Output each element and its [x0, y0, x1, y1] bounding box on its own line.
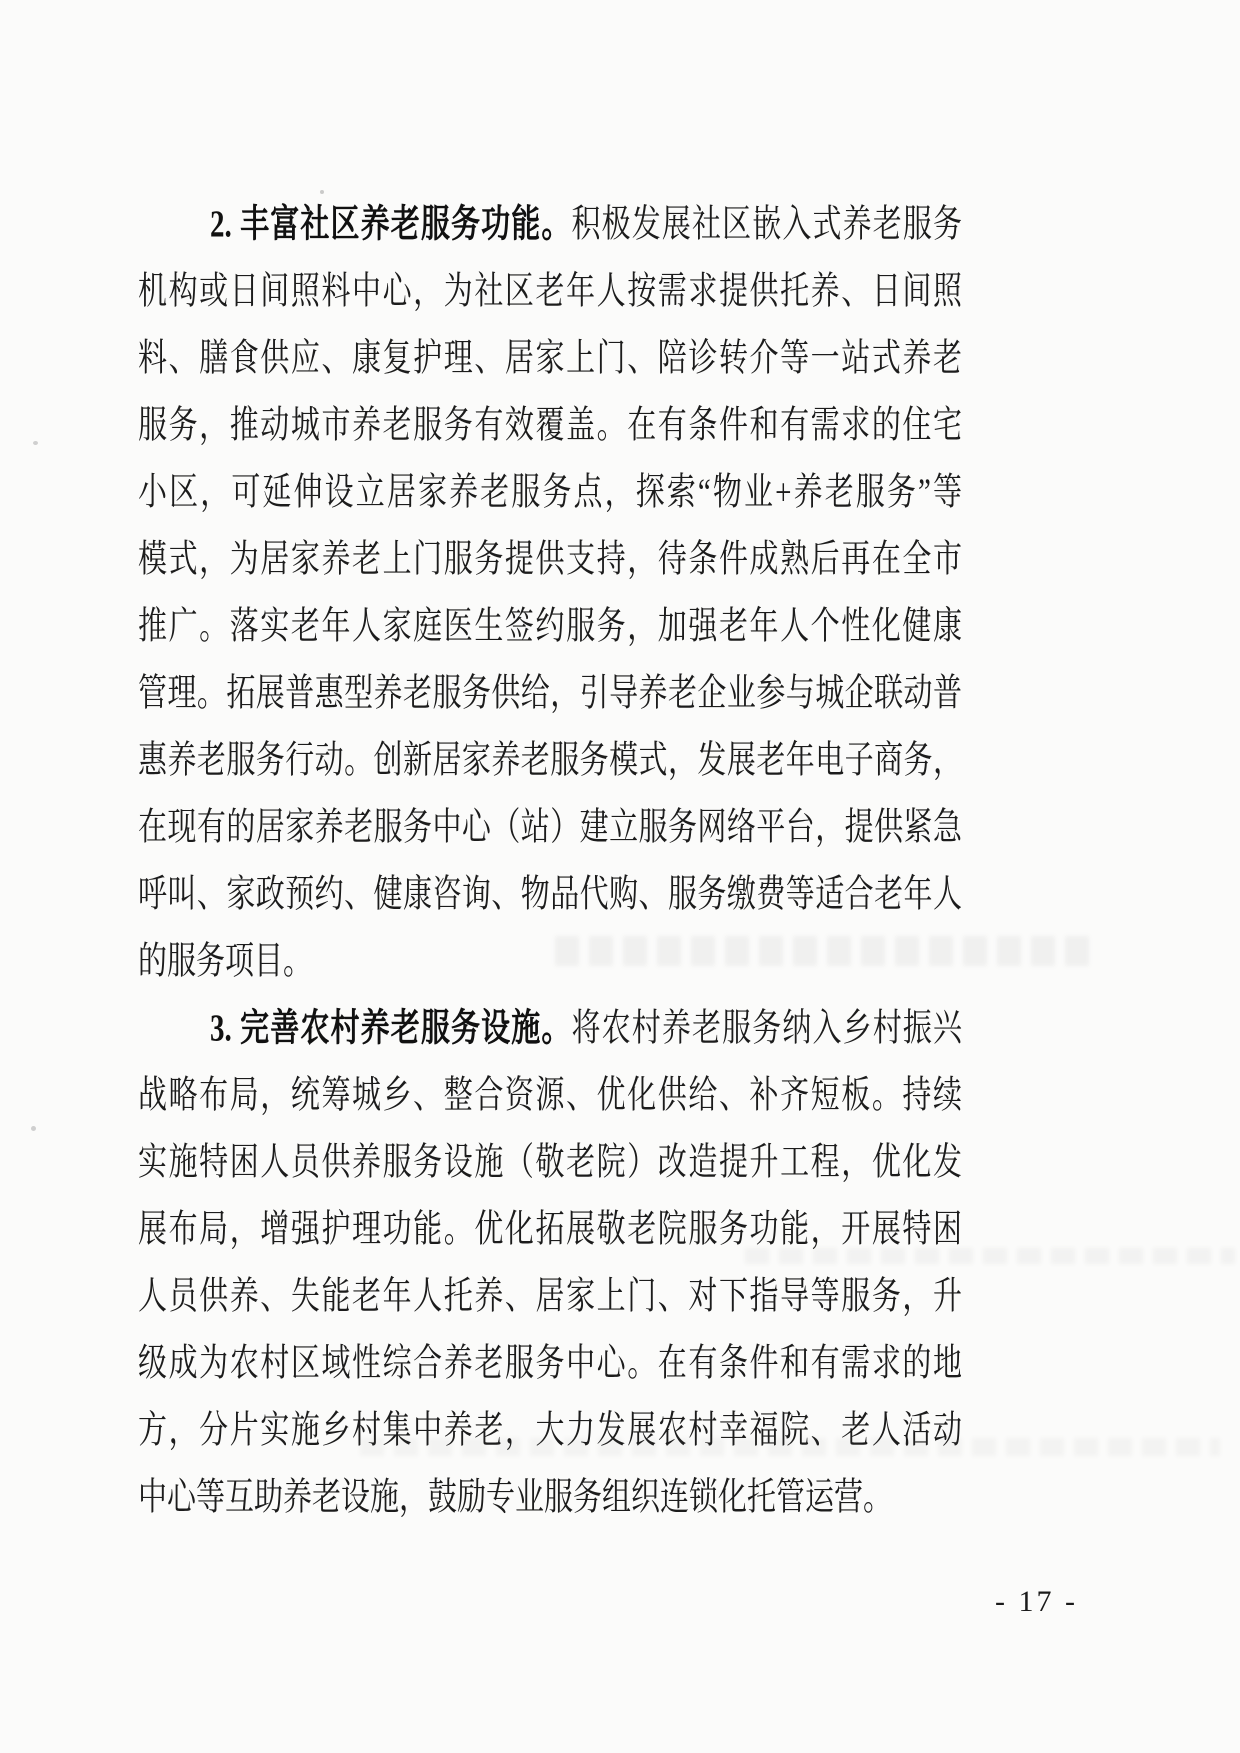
scan-speck: [33, 441, 38, 445]
ink-bleed-through-artifact: [555, 936, 1090, 966]
body-line: 级成为农村区域性综合养老服务中心。在有条件和有需求的地: [138, 1342, 962, 1385]
body-line: 机构或日间照料中心，为社区老年人按需求提供托养、日间照: [138, 270, 962, 313]
body-line: 实施特困人员供养服务设施（敬老院）改造提升工程，优化发: [138, 1141, 962, 1184]
scan-speck: [31, 1126, 36, 1131]
paragraph-2-lead-text: 积极发展社区嵌入式养老服务: [571, 203, 962, 246]
body-line: 料、膳食供应、康复护理、居家上门、陪诊转介等一站式养老: [138, 337, 962, 380]
scan-speck: [320, 190, 324, 194]
body-line: 的服务项目。: [138, 940, 313, 983]
paragraph-3-heading: 3. 完善农村养老服务设施。: [210, 1007, 572, 1050]
body-line: 管理。拓展普惠型养老服务供给，引导养老企业参与城企联动普: [138, 672, 962, 715]
body-line: 服务，推动城市养老服务有效覆盖。在有条件和有需求的住宅: [138, 404, 962, 447]
paragraph-3-lead-text: 将农村养老服务纳入乡村振兴: [571, 1007, 962, 1050]
body-line: 小区，可延伸设立居家养老服务点，探索“物业+养老服务”等: [138, 471, 962, 514]
body-line: 在现有的居家养老服务中心（站）建立服务网络平台，提供紧急: [138, 806, 962, 849]
ink-bleed-through-artifact: [360, 1438, 1220, 1456]
body-line: 展布局，增强护理功能。优化拓展敬老院服务功能，开展特困: [138, 1208, 962, 1251]
page-number: - 17 -: [995, 1585, 1078, 1618]
body-line: 方，分片实施乡村集中养老，大力发展农村幸福院、老人活动: [138, 1409, 962, 1452]
body-line: 战略布局，统筹城乡、整合资源、优化供给、补齐短板。持续: [138, 1074, 962, 1117]
body-line: 推广。落实老年人家庭医生签约服务，加强老年人个性化健康: [138, 605, 962, 648]
body-text: [138, 192, 962, 1532]
body-line: 呼叫、家政预约、健康咨询、物品代购、服务缴费等适合老年人: [138, 873, 962, 916]
body-line: 人员供养、失能老年人托养、居家上门、对下指导等服务，升: [138, 1275, 962, 1318]
body-line: 模式，为居家养老上门服务提供支持，待条件成熟后再在全市: [138, 538, 962, 581]
body-line: 惠养老服务行动。创新居家养老服务模式，发展老年电子商务，: [138, 739, 962, 782]
body-line: 中心等互助养老设施，鼓励专业服务组织连锁化托管运营。: [138, 1476, 893, 1519]
ink-bleed-through-artifact: [745, 1248, 1235, 1264]
paragraph-2-heading: 2. 丰富社区养老服务功能。: [210, 203, 572, 246]
